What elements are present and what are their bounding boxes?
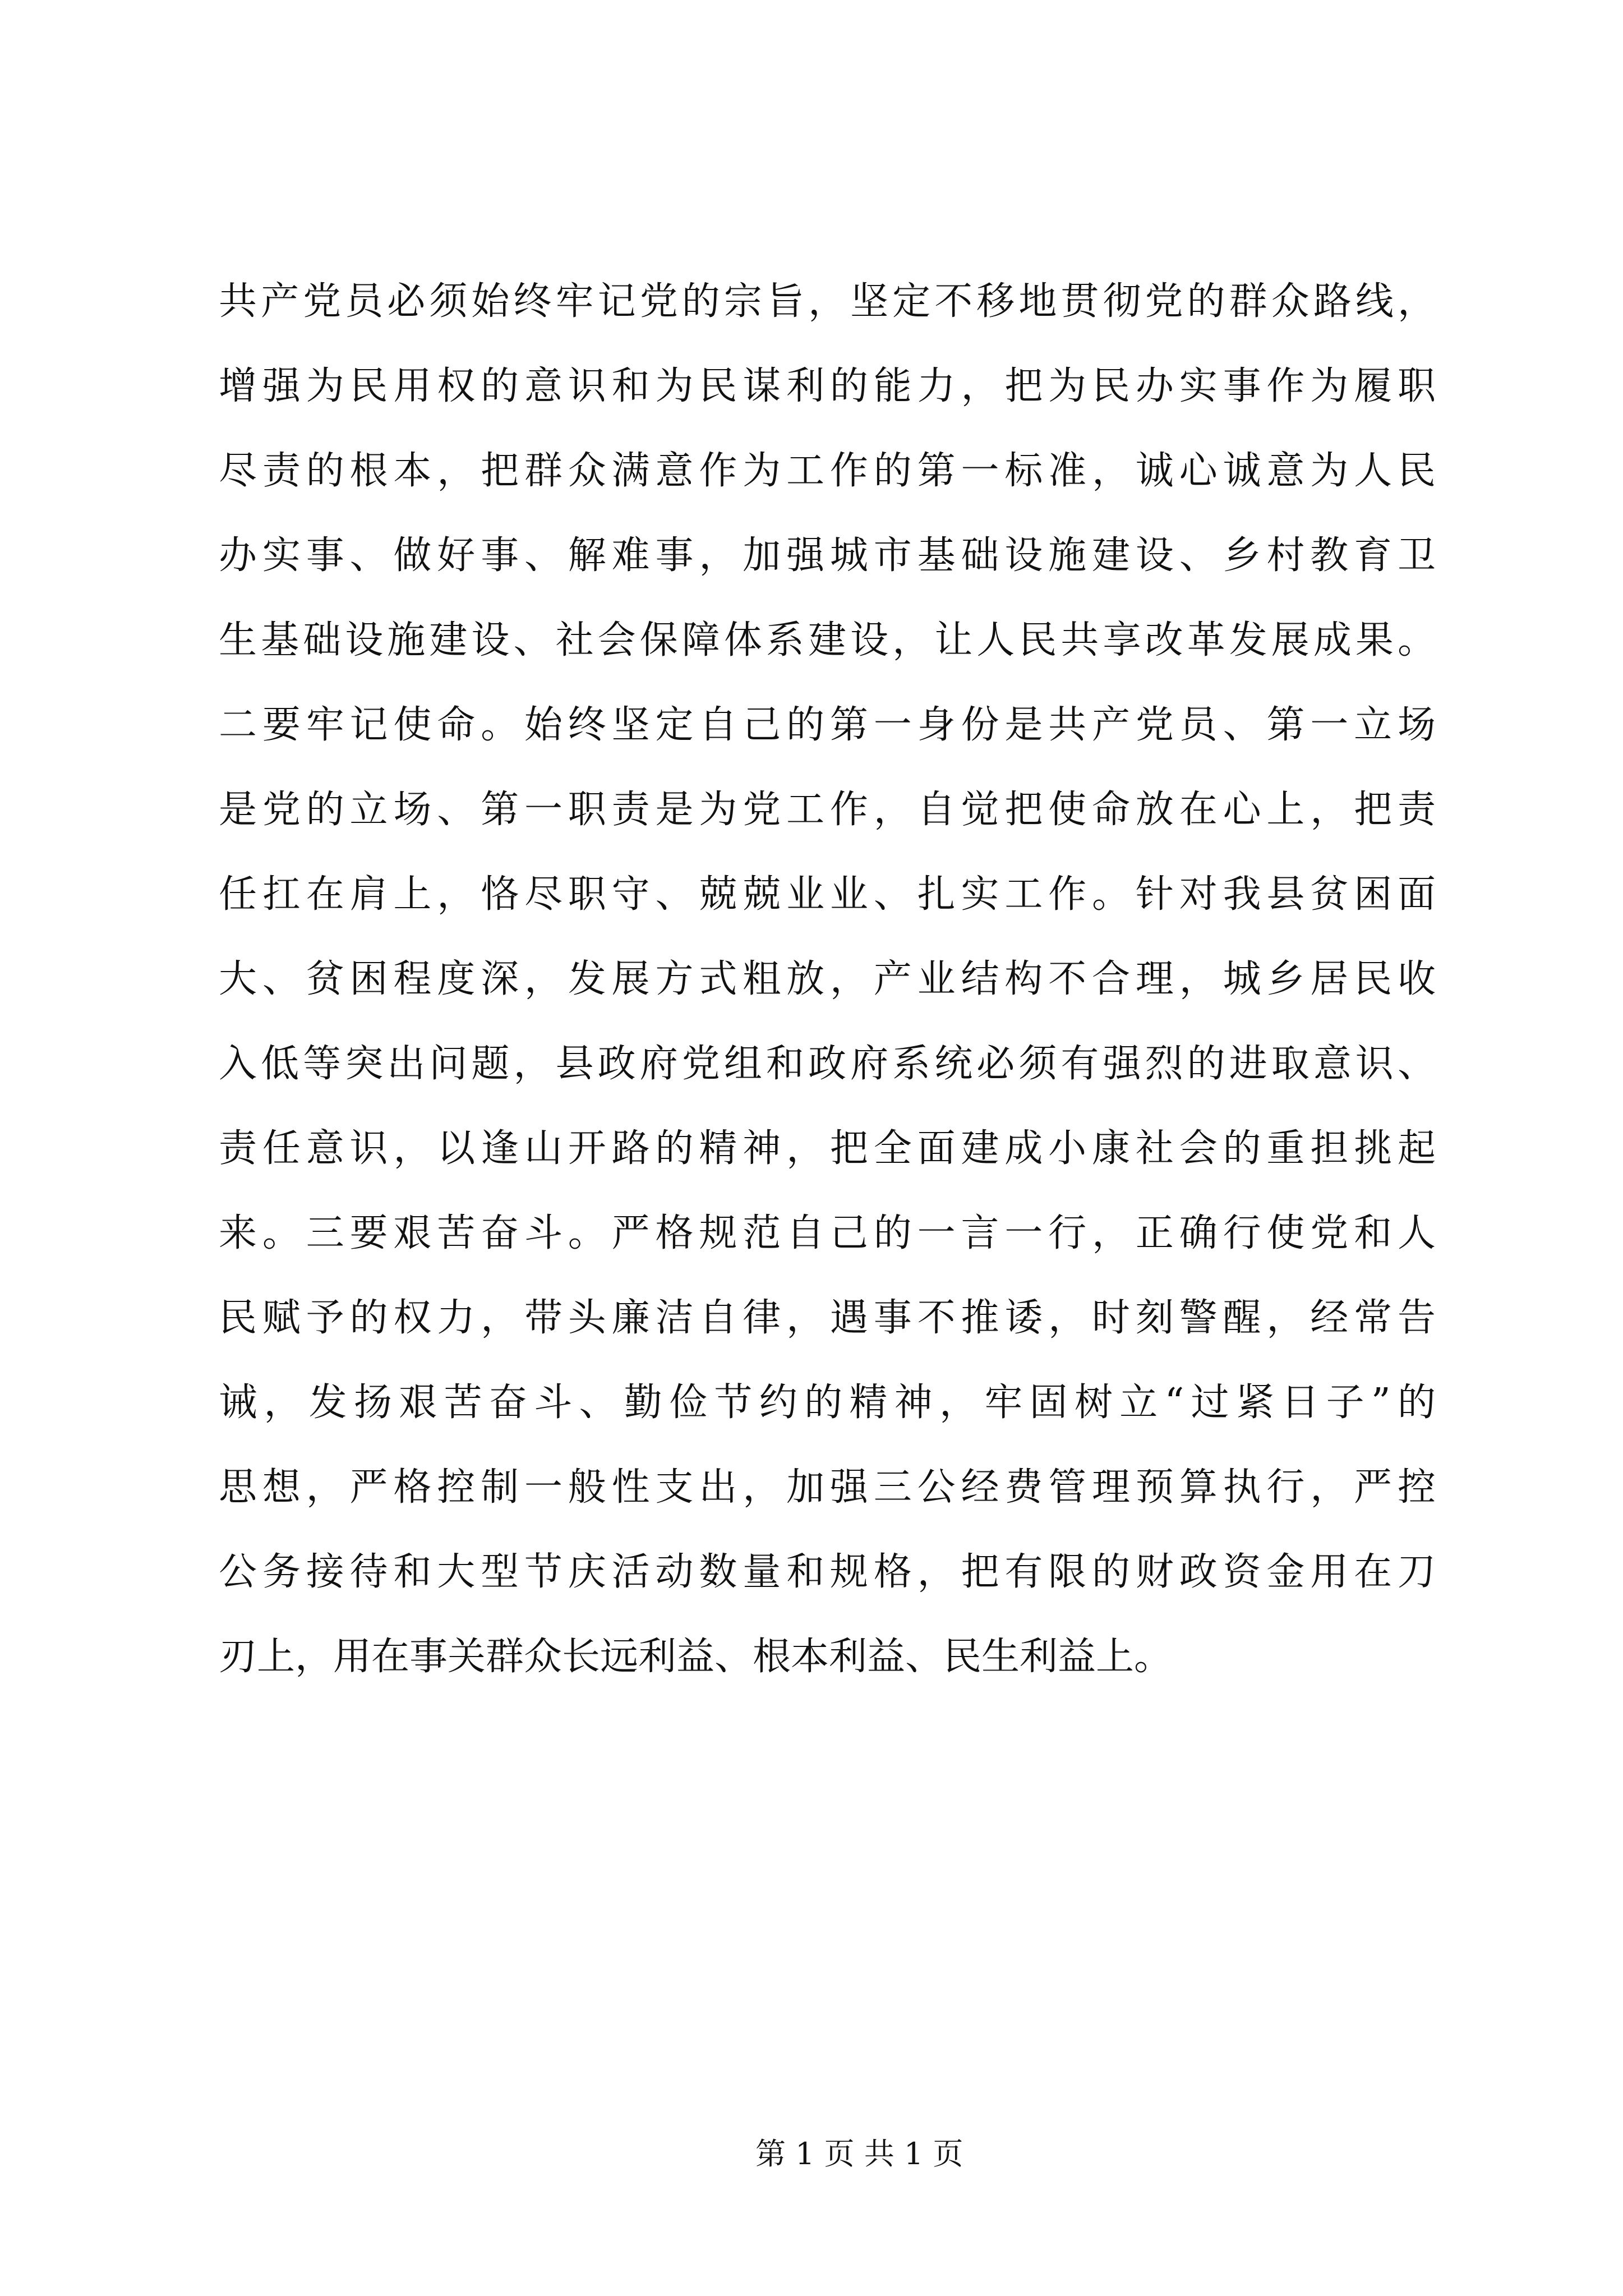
text-line: 任扛在肩上，恪尽职守、兢兢业业、扎实工作。针对我县贫困面 [219,872,1436,917]
text-line: 入低等突出问题，县政府党组和政府系统必须有强烈的进取意识、 [219,1042,1436,1086]
text-line: 是党的立场、第一职责是为党工作，自觉把使命放在心上，把责 [219,788,1436,832]
page-footer: 第 1 页 共 1 页 [755,2136,963,2171]
text-line: 思想，严格控制一般性支出，加强三公经费管理预算执行，严控 [219,1465,1436,1510]
text-line: 大、贫困程度深，发展方式粗放，产业结构不合理，城乡居民收 [219,957,1436,1001]
text-line: 来。三要艰苦奋斗。严格规范自己的一言一行，正确行使党和人 [219,1211,1436,1255]
body-text [219,259,1436,1699]
text-line: 增强为民用权的意识和为民谋利的能力，把为民办实事作为履职 [219,364,1436,408]
text-line: 民赋予的权力，带头廉洁自律，遇事不推诿，时刻警醒，经常告 [219,1296,1436,1340]
text-line: 生基础设施建设、社会保障体系建设，让人民共享改革发展成果。 [219,618,1436,662]
text-line: 二要牢记使命。始终坚定自己的第一身份是共产党员、第一立场 [219,703,1436,747]
text-line: 责任意识，以逢山开路的精神，把全面建成小康社会的重担挑起 [219,1126,1436,1171]
text-line: 尽责的根本，把群众满意作为工作的第一标准，诚心诚意为人民 [219,449,1436,493]
text-line: 共产党员必须始终牢记党的宗旨，坚定不移地贯彻党的群众路线， [219,279,1436,324]
text-line: 办实事、做好事、解难事，加强城市基础设施建设、乡村教育卫 [219,533,1436,578]
text-line: 刃上，用在事关群众长远利益、根本利益、民生利益上。 [219,1635,1173,1679]
text-line: 诫，发扬艰苦奋斗、勤俭节约的精神，牢固树立“过紧日子”的 [219,1381,1436,1425]
text-line: 公务接待和大型节庆活动数量和规格，把有限的财政资金用在刀 [219,1550,1436,1594]
